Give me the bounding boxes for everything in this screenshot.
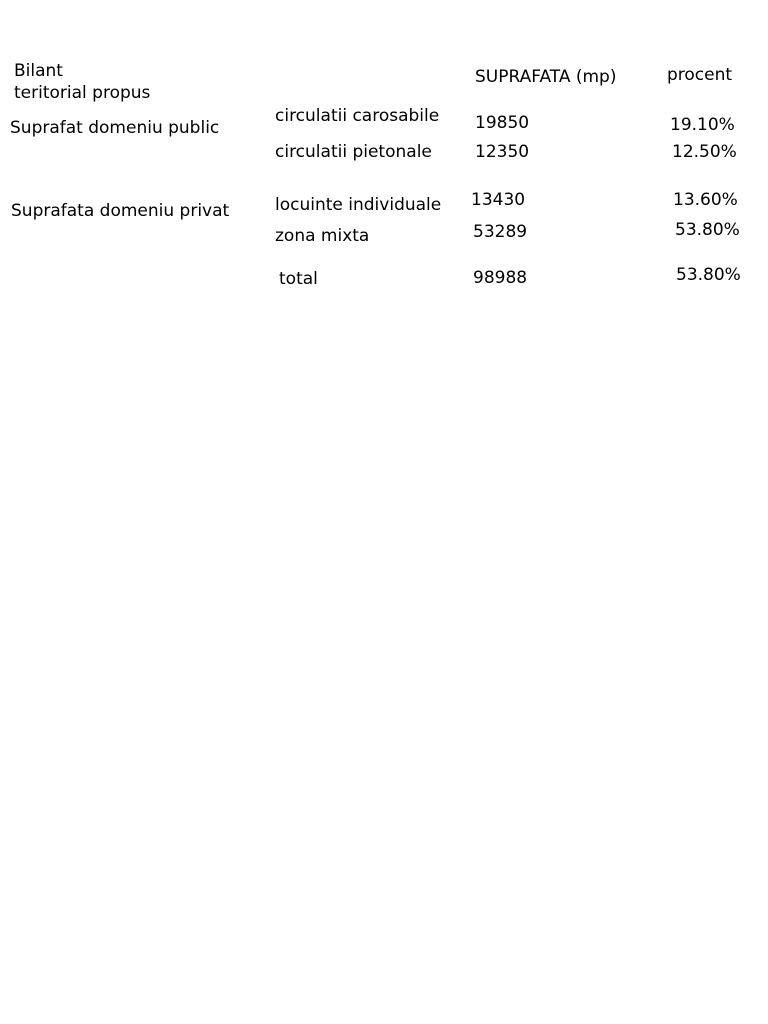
row-area-value: 13430 (471, 190, 526, 210)
total-label: total (279, 269, 318, 289)
document-title (14, 60, 150, 104)
title-line-1: Bilant (14, 61, 63, 81)
row-percent-value: 12.50% (672, 142, 737, 162)
row-percent-value: 19.10% (670, 115, 735, 135)
row-area-value: 53289 (473, 222, 528, 242)
column-header-percent: procent (667, 65, 733, 85)
row-area-value: 12350 (475, 142, 530, 162)
row-area-value: 19850 (475, 113, 530, 133)
row-label: zona mixta (275, 226, 370, 246)
row-percent-value: 53.80% (675, 220, 740, 240)
group-label-private-domain: Suprafata domeniu privat (11, 201, 230, 221)
row-label: circulatii carosabile (275, 106, 440, 126)
title-line-2: teritorial propus (14, 83, 151, 103)
group-label-public-domain: Suprafat domeniu public (10, 118, 220, 138)
total-percent-value: 53.80% (676, 265, 741, 285)
column-header-area: SUPRAFATA (mp) (475, 67, 617, 87)
row-percent-value: 13.60% (673, 190, 738, 210)
row-label: locuinte individuale (275, 195, 442, 215)
total-area-value: 98988 (473, 268, 528, 288)
row-label: circulatii pietonale (275, 142, 432, 162)
